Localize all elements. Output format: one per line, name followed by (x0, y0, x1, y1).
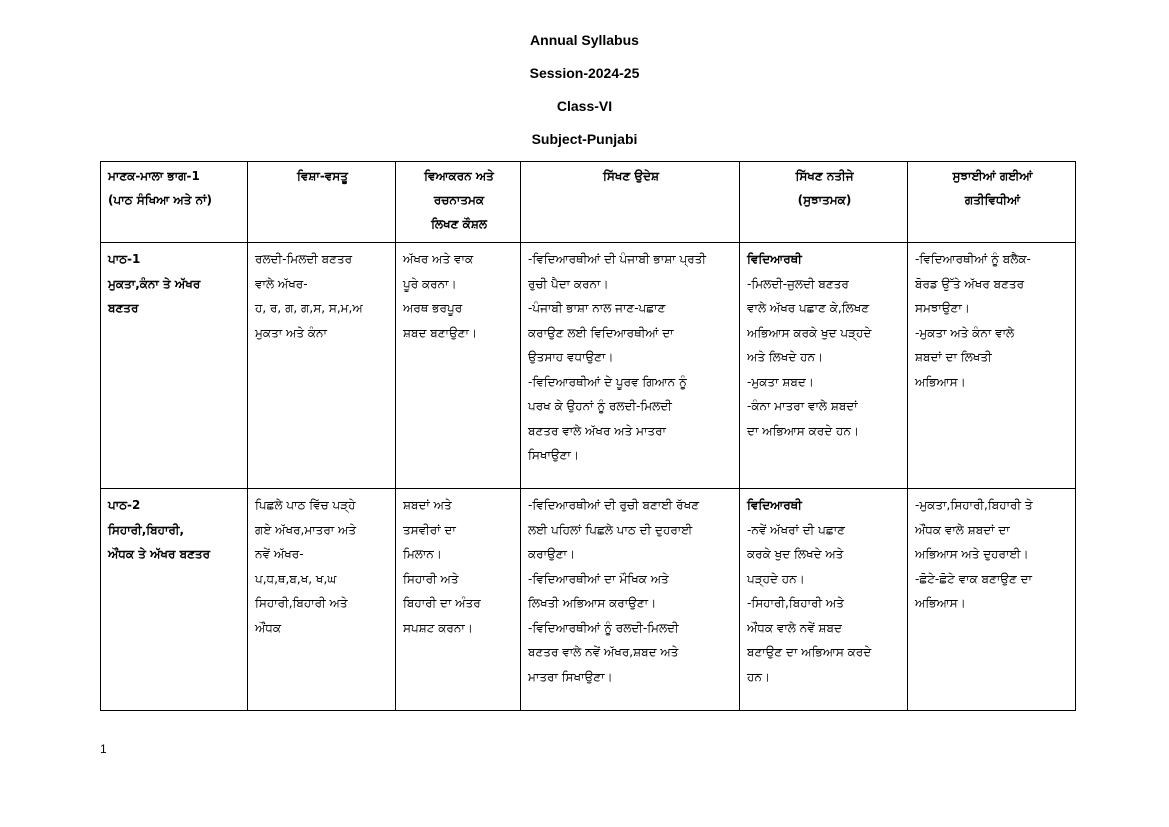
cell-activities: -ਵਿਦਿਆਰਥੀਆਂ ਨੂੰ ਬਲੈਕ- ਬੋਰਡ ਉੱਤੇ ਅੱਖਰ ਬਣਤਰ ਸਮਝਾਉਣਾ। -ਮੁਕਤਾ ਅਤੇ ਕੰਨਾ ਵਾਲੇ ਸ਼ਬਦਾਂ ਦਾ ਲਿਖਤੀ ਅਭਿਆਸ। (908, 243, 1076, 489)
table-header-row (101, 162, 1076, 243)
table-row (101, 243, 1076, 489)
syllabus-table (100, 161, 1076, 711)
header-cell-chapter: ਮਾਣਕ-ਮਾਲਾ ਭਾਗ-1 (ਪਾਠ ਸੰਖਿਆ ਅਤੇ ਨਾਂ) (101, 162, 248, 243)
header-session: Session-2024-25 (529, 65, 640, 81)
header-subject: Subject-Punjabi (531, 131, 638, 147)
cell-objectives: -ਵਿਦਿਆਰਥੀਆਂ ਦੀ ਪੰਜਾਬੀ ਭਾਸ਼ਾ ਪ੍ਰਤੀ ਰੁਚੀ ਪੈਦਾ ਕਰਨਾ। -ਪੰਜਾਬੀ ਭਾਸ਼ਾ ਨਾਲ ਜਾਣ-ਪਛਾਣ ਕਰਾਉਣ ਲਈ ਵਿਦਿਆਰਥੀਆਂ ਦਾ ਉਤਸਾਹ ਵਧਾਉਣਾ। -ਵਿਦਿਆਰਥੀਆਂ ਦੇ ਪੂਰਵ ਗਿਆਨ ਨੂੰ ਪਰਖ ਕੇ ਉਹਨਾਂ ਨੂੰ ਰਲਦੀ-ਮਿਲਦੀ ਬਣਤਰ ਵਾਲੇ ਅੱਖਰ ਅਤੇ ਮਾਤਰਾ ਸਿਖਾਉਣਾ। (521, 243, 740, 489)
header-cell-objectives: ਸਿੱਖਣ ਉਦੇਸ਼ (521, 162, 740, 243)
document-header (0, 30, 1169, 162)
cell-content: ਰਲਦੀ-ਮਿਲਦੀ ਬਣਤਰ ਵਾਲੇ ਅੱਖਰ- ਹ, ਰ, ਗ, ਗ,ਸ, ਸ,ਮ,ਅ ਮੁਕਤਾ ਅਤੇ ਕੰਨਾ (248, 243, 396, 489)
cell-outcomes: ਵਿਦਿਆਰਥੀ -ਮਿਲਦੀ-ਜੁਲਦੀ ਬਣਤਰ ਵਾਲੇ ਅੱਖਰ ਪਛਾਣ ਕੇ,ਲਿਖਣ ਅਭਿਆਸ ਕਰਕੇ ਖੁਦ ਪੜ੍ਹਦੇ ਅਤੇ ਲਿਖਦੇ ਹਨ। -ਮੁਕਤਾ ਸ਼ਬਦ। -ਕੰਨਾ ਮਾਤਰਾ ਵਾਲੇ ਸ਼ਬਦਾਂ ਦਾ ਅਭਿਆਸ ਕਰਦੇ ਹਨ। (740, 243, 908, 489)
cell-chapter: ਪਾਠ-1 ਮੁਕਤਾ,ਕੰਨਾ ਤੇ ਅੱਖਰ ਬਣਤਰ (101, 243, 248, 489)
page-number: 1 (100, 742, 107, 756)
cell-grammar: ਸ਼ਬਦਾਂ ਅਤੇ ਤਸਵੀਰਾਂ ਦਾ ਮਿਲਾਨ। ਸਿਹਾਰੀ ਅਤੇ ਬਿਹਾਰੀ ਦਾ ਅੰਤਰ ਸਪਸ਼ਟ ਕਰਨਾ। (396, 489, 521, 711)
cell-chapter: ਪਾਠ-2 ਸਿਹਾਰੀ,ਬਿਹਾਰੀ, ਔਂਧਕ ਤੇ ਅੱਖਰ ਬਣਤਰ (101, 489, 248, 711)
table-row (101, 489, 1076, 711)
header-title: Annual Syllabus (530, 32, 639, 48)
cell-outcomes: ਵਿਦਿਆਰਥੀ -ਨਵੇਂ ਅੱਖਰਾਂ ਦੀ ਪਛਾਣ ਕਰਕੇ ਖੁਦ ਲਿਖਦੇ ਅਤੇ ਪੜ੍ਹਦੇ ਹਨ। -ਸਿਹਾਰੀ,ਬਿਹਾਰੀ ਅਤੇ ਔਂਧਕ ਵਾਲੇ ਨਵੇਂ ਸ਼ਬਦ ਬਣਾਉਣ ਦਾ ਅਭਿਆਸ ਕਰਦੇ ਹਨ। (740, 489, 908, 711)
header-class: Class-VI (556, 98, 613, 114)
header-cell-outcomes: ਸਿੱਖਣ ਨਤੀਜੇ (ਸੁਝਾਤਮਕ) (740, 162, 908, 243)
header-cell-grammar: ਵਿਆਕਰਨ ਅਤੇ ਰਚਨਾਤਮਕ ਲਿਖਣ ਕੌਸ਼ਲ (396, 162, 521, 243)
cell-activities: -ਮੁਕਤਾ,ਸਿਹਾਰੀ,ਬਿਹਾਰੀ ਤੇ ਔਂਧਕ ਵਾਲੇ ਸ਼ਬਦਾਂ ਦਾ ਅਭਿਆਸ ਅਤੇ ਦੁਹਰਾਈ। -ਛੋਟੇ-ਛੋਟੇ ਵਾਕ ਬਣਾਉਣ ਦਾ ਅਭਿਆਸ। (908, 489, 1076, 711)
header-cell-content: ਵਿਸ਼ਾ-ਵਸਤੂ (248, 162, 396, 243)
header-cell-activities: ਸੁਝਾਈਆਂ ਗਈਆਂ ਗਤੀਵਿਧੀਆਂ (908, 162, 1076, 243)
cell-grammar: ਅੱਖਰ ਅਤੇ ਵਾਕ ਪੂਰੇ ਕਰਨਾ। ਅਰਥ ਭਰਪੂਰ ਸ਼ਬਦ ਬਣਾਉਣਾ। (396, 243, 521, 489)
cell-objectives: -ਵਿਦਿਆਰਥੀਆਂ ਦੀ ਰੁਚੀ ਬਣਾਈ ਰੱਖਣ ਲਈ ਪਹਿਲਾਂ ਪਿਛਲੇ ਪਾਠ ਦੀ ਦੁਹਰਾਈ ਕਰਾਉਣਾ। -ਵਿਦਿਆਰਥੀਆਂ ਦਾ ਮੌਖਿਕ ਅਤੇ ਲਿਖਤੀ ਅਭਿਆਸ ਕਰਾਉਣਾ। -ਵਿਦਿਆਰਥੀਆਂ ਨੂੰ ਰਲਦੀ-ਮਿਲਦੀ ਬਣਤਰ ਵਾਲੇ ਨਵੇਂ ਅੱਖਰ,ਸ਼ਬਦ ਅਤੇ ਮਾਤਰਾ ਸਿਖਾਉਣਾ। (521, 489, 740, 711)
cell-content: ਪਿਛਲੇ ਪਾਠ ਵਿੱਚ ਪੜ੍ਹੇ ਗਏ ਅੱਖਰ,ਮਾਤਰਾ ਅਤੇ ਨਵੇਂ ਅੱਖਰ- ਪ,ਧ,ਥ,ਬ,ਖ, ਖ,ਘ ਸਿਹਾਰੀ,ਬਿਹਾਰੀ ਅਤੇ ਔਂਧਕ (248, 489, 396, 711)
